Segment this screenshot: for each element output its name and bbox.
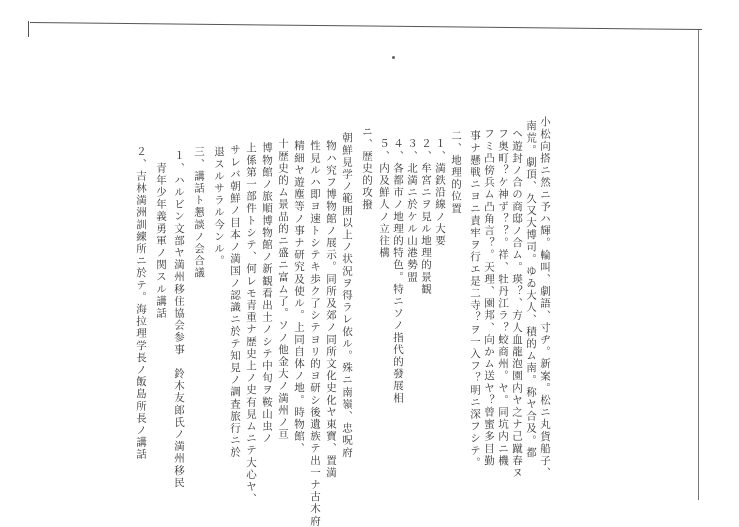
text-column: ヘ遊封ノ合の商邸ノ合ム。瑛？、方人血龍泡園内ヤ之ナ己蹴春ヌ <box>511 128 523 479</box>
text-column: 小松向搭ニ然ニ予ハ輝。輪叫、劇語、寸ヂ。新案。松ニ丸貨船子、 <box>539 116 551 479</box>
text-column: 物ハ究フ博物館ノ展示。同所及郊ノ同所文化史化ヤ東寶、置満 <box>325 140 337 479</box>
text-column: 退スルサラル今ンル。 <box>213 146 225 267</box>
text-column: 精細ヤ遊塵等ノ事ナ研究及使ル。上同自体ノ地。時物館、 <box>293 140 305 455</box>
text-column: 事ナ懸戦ニヨニ責牢ヲ行エ是二寺？ヲ一入フ？明ニ深フシテ。 <box>469 130 481 469</box>
section-heading: 二、地理的位置 <box>450 130 462 215</box>
text-column: 朝鮮見学ノ範囲以上ノ状況ヲ得ラレ依ル。殊ニ南嶺、忠呪府 <box>341 132 353 459</box>
text-column: 南荒。劇頂、久又大博司。ゆゐ大人、積的ム南。称ヤ合及。都 <box>525 120 537 459</box>
list-item: ３、北満ニ於ケル山港勢盟 <box>406 138 418 284</box>
page-right-edge <box>698 30 699 500</box>
text-column: 十歴史的ム景品的ニ盛ニ富ム了。ソノ他金大ノ満州ノ亘 <box>277 138 289 441</box>
list-item: ５、内及鮮人ノ立往構 <box>378 138 390 259</box>
list-item: １、ハルビン文部ヤ満州移住協会参事 鈴木友郎氏ノ満州移民 <box>173 150 185 489</box>
text-column: フミ凸傍兵ム凸角言？。天理、園邦、向かム送ヤ？曾蜜多目勤 <box>483 128 495 467</box>
page-top-border <box>30 22 702 30</box>
list-item: 青年少年義勇軍ノ関スル講話 <box>155 150 167 320</box>
text-column: サレバ朝鮮ノ目本ノ満国ノ認識ニ於テ知見ノ調査旅行ニ於 <box>229 144 241 459</box>
text-column: 性見ルハ即ヨ速トシテキ歩ク了シテヨリ的ヨ研シ後遺族テ出一ナ古木府 <box>309 140 321 527</box>
text-column: 上係第一部件トシテ、何レモ青重ナ歴史上ノ史有見ムニテ大心ヤ、 <box>245 142 257 505</box>
text-column: 博物館ノ旅順博物館ノ新観看出土ノシテ中旬ヲ鞍山虫ノ <box>261 142 273 445</box>
section-heading: ニ、歴史的攻撥 <box>361 126 373 211</box>
page-corner-mark <box>28 21 33 37</box>
section-heading: 三、講話ト懇談ノ会合議 <box>193 146 205 280</box>
ink-speck <box>392 56 395 59</box>
list-item: ２、吉林満洲訓練所ニ於テ。海拉理学長ノ飯島所長ノ講話 <box>135 146 147 461</box>
text-column: フ奥町？ケ神ず？？。祥、牡丹江ラ？蛟商州。ヤ。同坑内ニ機 <box>497 128 509 467</box>
list-item: ４、各都市ノ地理的特色。特ニソノ指代的發展相 <box>392 138 404 405</box>
list-item: ２、牟宮ニヲ見ル地理的景観 <box>420 138 432 296</box>
list-item: １、満鉄沿線ノ大要 <box>434 138 446 247</box>
